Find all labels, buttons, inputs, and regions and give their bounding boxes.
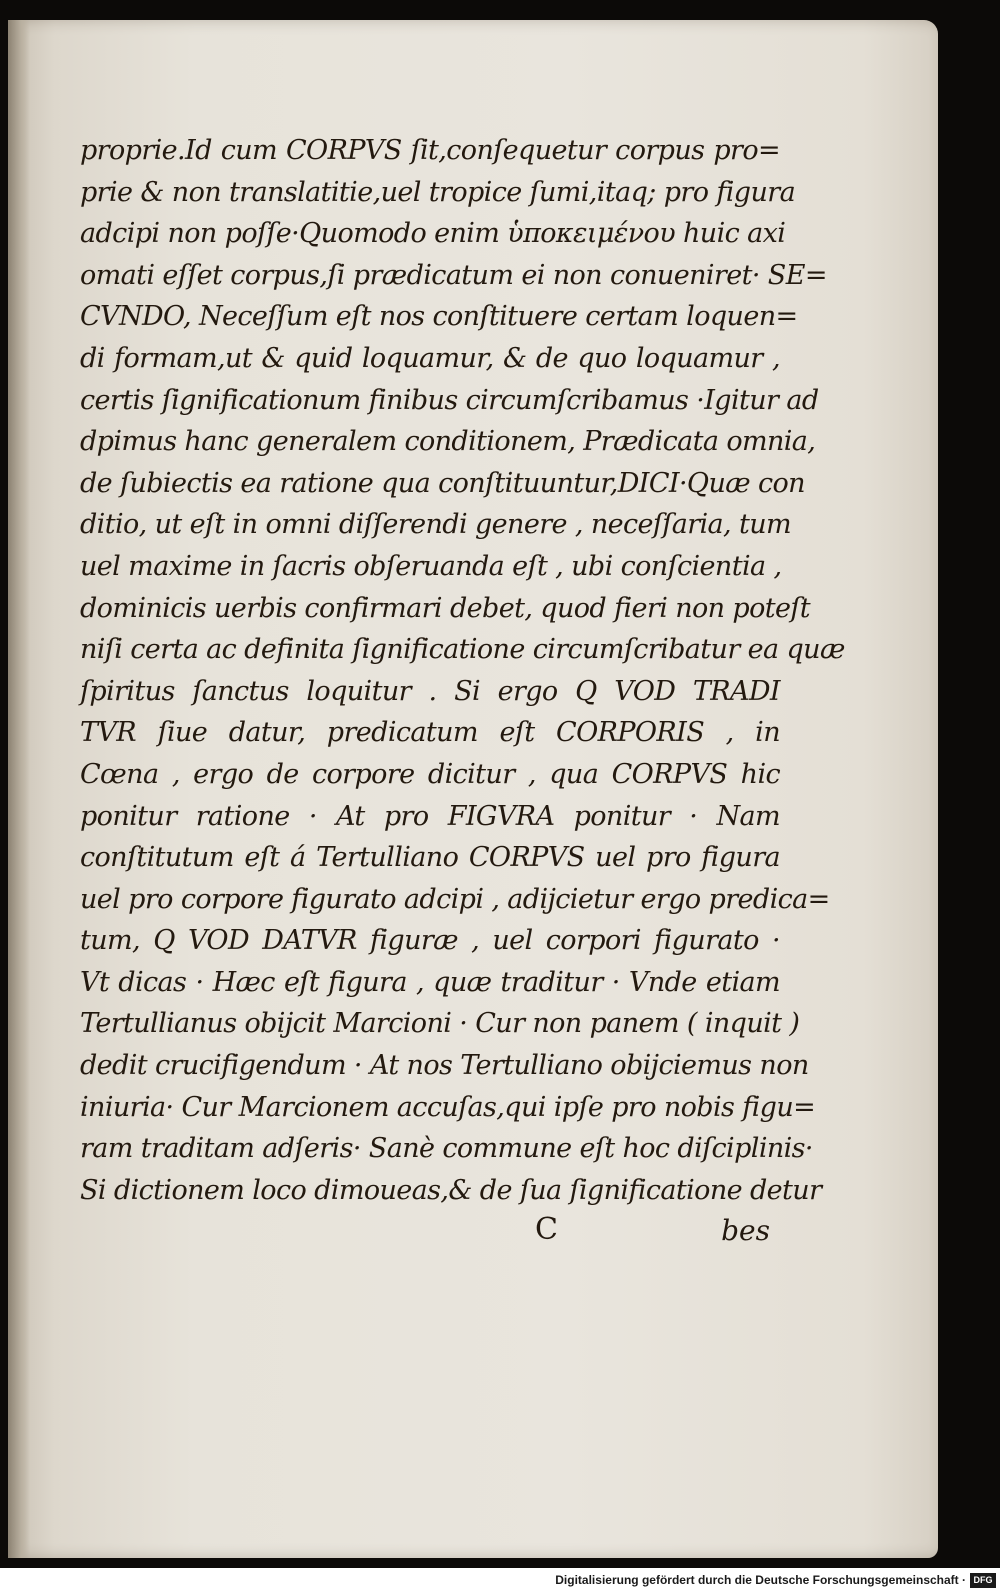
text-line: prie & non translatitie,uel tropice ſumi,itaq; pro figura	[80, 176, 796, 208]
text-line: dpimus hanc generalem conditionem, Prædicata omnia,	[80, 426, 816, 458]
text-line: ſpiritus ſanctus loquitur . Si ergo Q VOD TRADI	[80, 675, 780, 707]
text-line: uel pro corpore figurato adcipi , adijcietur ergo predica=	[80, 883, 830, 915]
text-line: adcipi non poſſe·Quomodo enim ὑποκειμένου huic axi	[80, 218, 786, 250]
page-footer-line	[80, 1212, 770, 1256]
signature-mark: C	[535, 1212, 558, 1247]
text-line: uel maxime in ſacris obſeruanda eſt , ubi conſcientia ,	[80, 550, 782, 582]
text-line: ponitur ratione · At pro FIGVRA ponitur · Nam	[80, 800, 780, 832]
text-line: omati eſſet corpus,ſi prædicatum ei non conueniret· SE=	[80, 259, 827, 291]
text-line: dedit crucifigendum · At nos Tertulliano obijciemus non	[80, 1050, 809, 1082]
text-line: iniuria· Cur Marcionem accuſas,qui ipſe pro nobis figu=	[80, 1091, 816, 1123]
text-line: conſtitutum eſt á Tertulliano CORPVS uel pro figura	[80, 842, 780, 874]
dfg-logo-icon: DFG	[970, 1573, 996, 1588]
text-line: tum, Q VOD DATVR figuræ , uel corpori figurato ·	[80, 925, 780, 957]
body-text	[80, 130, 845, 1211]
funding-credit: Digitalisierung gefördert durch die Deutsche Forschungsgemeinschaft ·	[555, 1573, 966, 1587]
text-line: proprie.Id cum CORPVS ſit,conſequetur corpus pro=	[80, 135, 780, 166]
text-line: de ſubiectis ea ratione qua conſtituuntur,DICI·Quæ con	[80, 467, 805, 499]
text-line: niſi certa ac definita ſignificatione circumſcribatur ea quæ	[80, 634, 845, 666]
credit-bar	[0, 1568, 1000, 1594]
text-line: Si dictionem loco dimoueas,& de ſua ſignificatione detur	[80, 1174, 822, 1206]
text-line: Tertullianus obijcit Marcioni · Cur non panem ( inquit )	[80, 1008, 800, 1040]
text-line: dominicis uerbis confirmari debet, quod fieri non poteſt	[80, 592, 811, 624]
text-line: TVR ſiue datur, predicatum eſt CORPORIS , in	[80, 717, 780, 749]
catchword: bes	[721, 1214, 770, 1247]
text-line: di formam,ut & quid loquamur, & de quo loquamur ,	[80, 342, 780, 374]
text-line: ram traditam adſeris· Sanè commune eſt hoc diſciplinis·	[80, 1133, 813, 1165]
text-line: certis ſignificationum finibus circumſcribamus ·Igitur ad	[80, 384, 819, 416]
text-line: ditio, ut eſt in omni diſſerendi genere , neceſſaria, tum	[80, 509, 792, 541]
text-line: CVNDO, Neceſſum eſt nos conſtituere certam loquen=	[80, 301, 798, 333]
page-gutter-shadow	[8, 20, 30, 1558]
text-line: Cœna , ergo de corpore dicitur , qua CORPVS hic	[80, 758, 780, 790]
text-line: Vt dicas · Hæc eſt figura , quæ traditur · Vnde etiam	[80, 966, 780, 998]
